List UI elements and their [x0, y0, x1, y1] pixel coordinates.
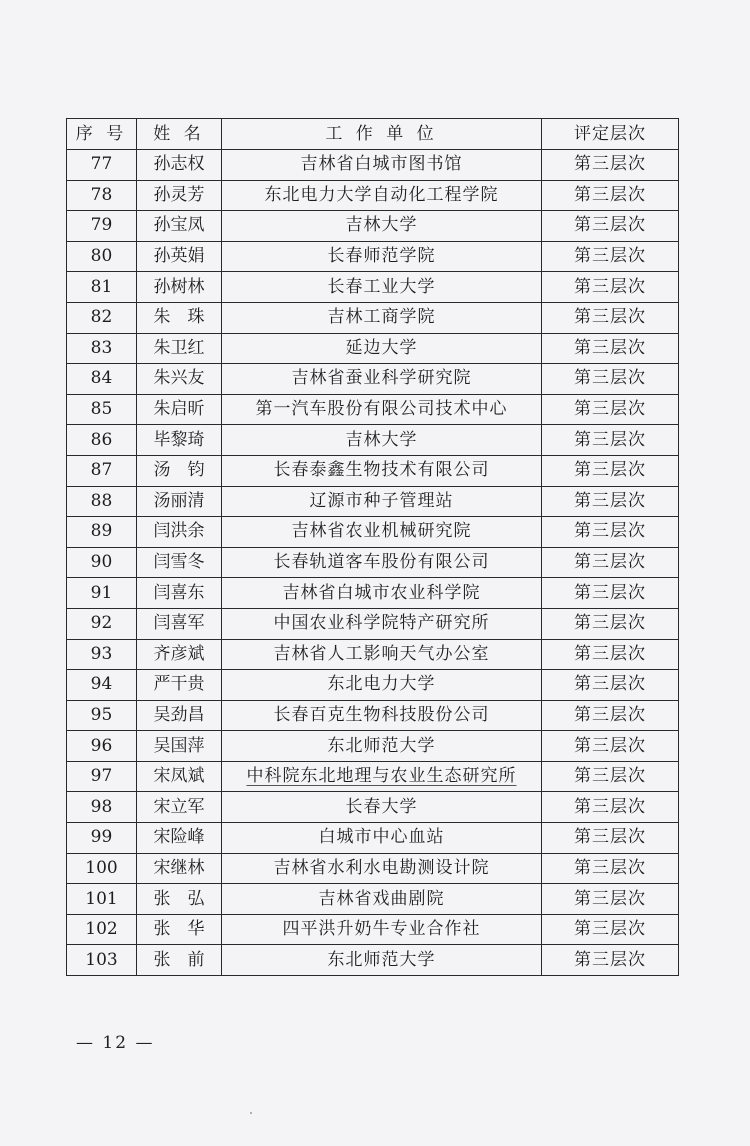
table-row	[67, 945, 679, 976]
cell-serial-number: 88	[67, 486, 137, 517]
cell-serial-number: 89	[67, 517, 137, 548]
cell-serial-number: 97	[67, 761, 137, 792]
cell-level: 第三层次	[542, 394, 679, 425]
cell-name: 朱兴友	[137, 364, 222, 395]
cell-serial-number: 78	[67, 180, 137, 211]
cell-level: 第三层次	[542, 731, 679, 762]
cell-name: 宋继林	[137, 853, 222, 884]
cell-level: 第三层次	[542, 272, 679, 303]
personnel-table-container	[66, 118, 678, 976]
cell-work-unit: 吉林省戏曲剧院	[222, 884, 542, 915]
table-row	[67, 853, 679, 884]
table-body	[67, 150, 679, 976]
cell-level: 第三层次	[542, 670, 679, 701]
cell-level: 第三层次	[542, 823, 679, 854]
table-row	[67, 486, 679, 517]
cell-work-unit: 东北电力大学	[222, 670, 542, 701]
cell-serial-number: 96	[67, 731, 137, 762]
table-row	[67, 180, 679, 211]
cell-name: 闫喜东	[137, 578, 222, 609]
cell-work-unit: 长春百克生物科技股份公司	[222, 700, 542, 731]
table-row	[67, 608, 679, 639]
cell-work-unit: 延边大学	[222, 333, 542, 364]
table-row	[67, 731, 679, 762]
table-row	[67, 211, 679, 242]
cell-name: 严干贵	[137, 670, 222, 701]
cell-name: 孙宝凤	[137, 211, 222, 242]
cell-name: 宋立军	[137, 792, 222, 823]
cell-work-unit: 长春轨道客车股份有限公司	[222, 547, 542, 578]
cell-name: 孙树林	[137, 272, 222, 303]
cell-serial-number: 84	[67, 364, 137, 395]
cell-serial-number: 87	[67, 455, 137, 486]
cell-serial-number: 92	[67, 608, 137, 639]
cell-work-unit: 中科院东北地理与农业生态研究所	[222, 761, 542, 792]
cell-work-unit: 吉林省农业机械研究院	[222, 517, 542, 548]
cell-serial-number: 81	[67, 272, 137, 303]
cell-name: 吴劲昌	[137, 700, 222, 731]
table-row	[67, 272, 679, 303]
cell-work-unit: 长春师范学院	[222, 241, 542, 272]
cell-serial-number: 94	[67, 670, 137, 701]
cell-level: 第三层次	[542, 884, 679, 915]
cell-serial-number: 93	[67, 639, 137, 670]
column-header-no: 序 号	[67, 119, 137, 150]
cell-work-unit: 辽源市种子管理站	[222, 486, 542, 517]
cell-level: 第三层次	[542, 180, 679, 211]
table-row	[67, 150, 679, 181]
cell-level: 第三层次	[542, 333, 679, 364]
cell-serial-number: 100	[67, 853, 137, 884]
scan-speck	[250, 1112, 252, 1114]
cell-name: 吴国萍	[137, 731, 222, 762]
cell-work-unit: 吉林省人工影响天气办公室	[222, 639, 542, 670]
table-row	[67, 761, 679, 792]
cell-work-unit: 吉林大学	[222, 211, 542, 242]
cell-work-unit: 四平洪升奶牛专业合作社	[222, 914, 542, 945]
cell-serial-number: 90	[67, 547, 137, 578]
cell-serial-number: 103	[67, 945, 137, 976]
cell-name: 孙灵芳	[137, 180, 222, 211]
cell-serial-number: 86	[67, 425, 137, 456]
cell-level: 第三层次	[542, 639, 679, 670]
cell-name: 孙英娟	[137, 241, 222, 272]
table-row	[67, 455, 679, 486]
cell-level: 第三层次	[542, 425, 679, 456]
cell-level: 第三层次	[542, 578, 679, 609]
cell-level: 第三层次	[542, 486, 679, 517]
cell-work-unit: 吉林省蚕业科学研究院	[222, 364, 542, 395]
table-row	[67, 364, 679, 395]
table-row	[67, 884, 679, 915]
cell-serial-number: 91	[67, 578, 137, 609]
cell-work-unit: 长春大学	[222, 792, 542, 823]
cell-name: 朱启昕	[137, 394, 222, 425]
table-row	[67, 700, 679, 731]
cell-work-unit: 第一汽车股份有限公司技术中心	[222, 394, 542, 425]
cell-name: 汤丽清	[137, 486, 222, 517]
table-row	[67, 914, 679, 945]
cell-serial-number: 85	[67, 394, 137, 425]
personnel-table	[66, 118, 679, 976]
cell-serial-number: 98	[67, 792, 137, 823]
cell-work-unit: 东北师范大学	[222, 731, 542, 762]
table-header-row	[67, 119, 679, 150]
cell-name: 闫洪余	[137, 517, 222, 548]
cell-name: 张 华	[137, 914, 222, 945]
cell-level: 第三层次	[542, 792, 679, 823]
cell-level: 第三层次	[542, 455, 679, 486]
cell-name: 朱卫红	[137, 333, 222, 364]
cell-level: 第三层次	[542, 150, 679, 181]
page-number: — 12 —	[76, 1033, 155, 1053]
cell-name: 闫雪冬	[137, 547, 222, 578]
cell-serial-number: 83	[67, 333, 137, 364]
cell-work-unit: 吉林省白城市农业科学院	[222, 578, 542, 609]
table-row	[67, 241, 679, 272]
column-header-unit: 工 作 单 位	[222, 119, 542, 150]
cell-name: 张 弘	[137, 884, 222, 915]
cell-level: 第三层次	[542, 211, 679, 242]
cell-serial-number: 82	[67, 302, 137, 333]
table-row	[67, 547, 679, 578]
cell-serial-number: 95	[67, 700, 137, 731]
cell-work-unit: 长春泰鑫生物技术有限公司	[222, 455, 542, 486]
column-header-level: 评定层次	[542, 119, 679, 150]
cell-name: 毕黎琦	[137, 425, 222, 456]
table-row	[67, 823, 679, 854]
cell-name: 宋险峰	[137, 823, 222, 854]
cell-name: 孙志权	[137, 150, 222, 181]
cell-serial-number: 80	[67, 241, 137, 272]
cell-level: 第三层次	[542, 364, 679, 395]
cell-level: 第三层次	[542, 914, 679, 945]
cell-work-unit: 白城市中心血站	[222, 823, 542, 854]
cell-name: 齐彦斌	[137, 639, 222, 670]
table-row	[67, 333, 679, 364]
table-row	[67, 302, 679, 333]
cell-serial-number: 79	[67, 211, 137, 242]
cell-serial-number: 99	[67, 823, 137, 854]
cell-work-unit: 东北师范大学	[222, 945, 542, 976]
cell-work-unit: 中国农业科学院特产研究所	[222, 608, 542, 639]
cell-work-unit: 吉林省水利水电勘测设计院	[222, 853, 542, 884]
cell-work-unit: 东北电力大学自动化工程学院	[222, 180, 542, 211]
cell-work-unit: 吉林工商学院	[222, 302, 542, 333]
table-row	[67, 639, 679, 670]
cell-level: 第三层次	[542, 700, 679, 731]
cell-level: 第三层次	[542, 608, 679, 639]
cell-name: 闫喜军	[137, 608, 222, 639]
table-row	[67, 394, 679, 425]
cell-serial-number: 102	[67, 914, 137, 945]
table-row	[67, 425, 679, 456]
table-row	[67, 792, 679, 823]
cell-level: 第三层次	[542, 945, 679, 976]
cell-work-unit: 吉林大学	[222, 425, 542, 456]
cell-name: 张 前	[137, 945, 222, 976]
cell-work-unit: 长春工业大学	[222, 272, 542, 303]
cell-name: 汤 钧	[137, 455, 222, 486]
table-row	[67, 578, 679, 609]
cell-name: 朱 珠	[137, 302, 222, 333]
cell-serial-number: 101	[67, 884, 137, 915]
cell-level: 第三层次	[542, 241, 679, 272]
cell-level: 第三层次	[542, 302, 679, 333]
column-header-name: 姓 名	[137, 119, 222, 150]
cell-work-unit: 吉林省白城市图书馆	[222, 150, 542, 181]
cell-level: 第三层次	[542, 761, 679, 792]
cell-serial-number: 77	[67, 150, 137, 181]
cell-name: 宋凤斌	[137, 761, 222, 792]
table-row	[67, 517, 679, 548]
cell-level: 第三层次	[542, 517, 679, 548]
table-row	[67, 670, 679, 701]
cell-level: 第三层次	[542, 547, 679, 578]
cell-level: 第三层次	[542, 853, 679, 884]
